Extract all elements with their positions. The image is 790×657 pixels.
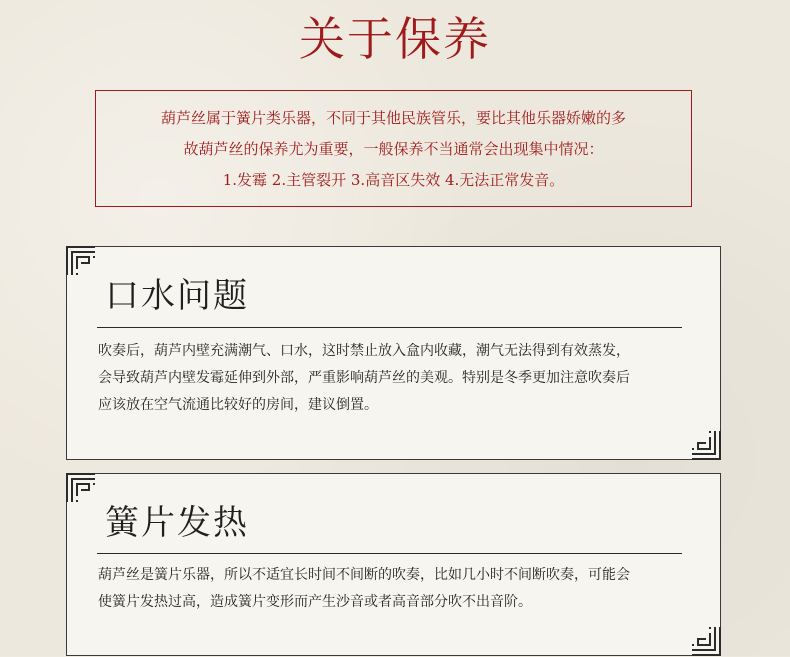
section-divider	[97, 327, 682, 328]
section-body-line: 使簧片发热过高，造成簧片变形而产生沙音或者高音部分吹不出音阶。	[98, 594, 532, 610]
intro-line: 葫芦丝属于簧片类乐器，不同于其他民族管乐，要比其他乐器娇嫩的多	[160, 109, 626, 127]
section-card-saliva	[66, 246, 721, 460]
page-title: 关于保养	[299, 12, 491, 66]
corner-ornament-icon	[65, 245, 97, 277]
section-body-line: 葫芦丝是簧片乐器，所以不适宜长时间不间断的吹奏，比如几小时不间断吹奏，可能会	[98, 567, 630, 583]
section-body	[98, 338, 698, 419]
section-body	[98, 562, 698, 616]
section-body-line: 吹奏后，葫芦内壁充满潮气、口水，这时禁止放入盒内收藏，潮气无法得到有效蒸发，	[98, 343, 630, 359]
intro-line: 1.发霉 2.主管裂开 3.高音区失效 4.无法正常发音。	[222, 171, 565, 189]
section-body-line: 会导致葫芦内壁发霉延伸到外部，严重影响葫芦丝的美观。特别是冬季更加注意吹奏后	[98, 370, 630, 386]
intro-box	[95, 90, 692, 207]
section-title: 簧片发热	[105, 503, 249, 543]
corner-ornament-icon	[65, 472, 97, 504]
section-card-reed-heat	[66, 473, 721, 656]
corner-ornament-icon	[690, 429, 722, 461]
section-body-line: 应该放在空气流通比较好的房间，建议倒置。	[98, 397, 378, 413]
intro-line: 故葫芦丝的保养尤为重要，一般保养不当通常会出现集中情况：	[183, 140, 604, 158]
corner-ornament-icon	[690, 625, 722, 657]
section-title: 口水问题	[105, 276, 249, 316]
section-divider	[97, 553, 682, 554]
